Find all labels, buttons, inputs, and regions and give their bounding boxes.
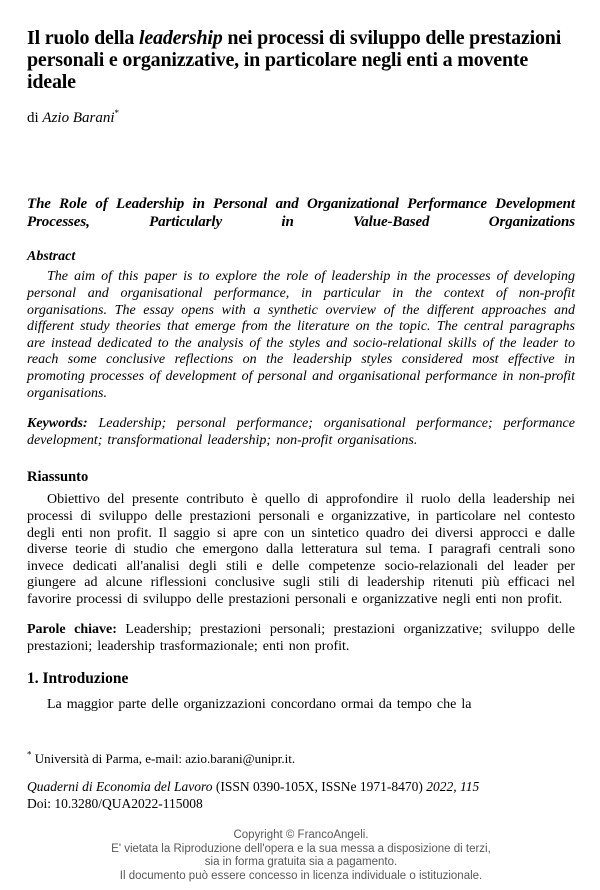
keywords-paragraph [27,416,575,449]
copyright-notice [27,829,575,883]
riassunto-body: Obiettivo del presente contributo è quello di approfondire il ruolo della leadership nei processi di sviluppo delle prestazioni personali e organizzative, in particolare nel contesto degli enti non profit. Il saggio si apre con un sintetico quadro dei diversi approcci e dalle diverse teorie di studio che emergono dalla letteratura sul tema. I paragrafi centrali sono invece dedicati all'analisi degli stili e delle competenze socio-relazionali del leader per giungere ad alcune riflessioni conclusive sugli stili di leadership ritenuti più efficaci nel favorire processi di sviluppo delle prestazioni personali e organizzative negli enti non profit. [27,492,575,607]
keywords-list: Leadership; personal performance; organisational performance; performance development; transformational leadership; non-profit organisations. [27,416,575,448]
journal-citation-line [27,778,575,795]
title-emphasis-leadership: leadership [139,27,223,50]
keywords-label: Keywords: [27,416,88,432]
riassunto-heading: Riassunto [27,469,89,486]
journal-name: Quaderni di Economia del Lavoro [27,779,213,795]
byline [27,110,575,127]
footnote-text: Università di Parma, e-mail: azio.barani@unipr.it. [31,751,296,767]
journal-citation-block [27,778,575,812]
byline-prefix: di [27,110,43,127]
footnote-mark: * [27,749,32,760]
abstract-heading: Abstract [27,249,76,265]
section-1-heading: 1. Introduzione [27,669,129,687]
journal-doi: Doi: 10.3280/QUA2022-115008 [27,796,203,812]
copyright-line: Copyright © FrancoAngeli. [233,829,369,842]
parole-chiave-list: Leadership; prestazioni personali; prestazioni organizzative; sviluppo delle prestazioni; leadership trasformazionale; enti non profit. [27,622,575,655]
title-post: nei processi di sviluppo delle prestazioni personali e organizzative, in particolare negli enti a movente ideale [27,27,562,94]
author-affiliation-footnote [27,751,575,766]
copyright-line: E' vietata la Riproduzione dell'opera e la sua messa a disposizione di terzi, [111,842,491,855]
journal-issn: (ISSN 0390-105X, ISSNe 1971-8470) [212,779,427,795]
author-name: Azio Barani [42,110,115,127]
journal-issue: 2022, 115 [426,779,480,795]
copyright-line: Il documento può essere concesso in licenza individuale o istituzionale. [119,869,483,882]
parole-chiave-label: Parole chiave: [27,622,117,638]
parole-chiave-paragraph [27,622,575,655]
abstract-body: The aim of this paper is to explore the role of leadership in the processes of developing personal and organisational performance, in particular in the context of non-profit organisations. The essay opens with a synthetic overview of the different approaches and different study theories that emerge from the literature on the topic. The central paragraphs are instead dedicated to the analysis of the styles and socio-relational skills of the leader to reach some conclusive reflections on the leadership styles considered most effective in promoting processes of development of personal and organisational performance in non-profit organisations. [27,269,575,401]
article-title-italian [27,27,575,93]
article-title-english: The Role of Leadership in Personal and Organizational Performance Development Processes, Particularly in Value-Based Organizations [27,196,575,230]
section-1-body: La maggior parte delle organizzazioni concordano ormai da tempo che la [47,696,472,712]
title-pre: Il ruolo della [27,27,140,50]
copyright-line: sia in forma gratuita sia a pagamento. [204,856,398,869]
author-footnote-mark: * [114,108,120,119]
